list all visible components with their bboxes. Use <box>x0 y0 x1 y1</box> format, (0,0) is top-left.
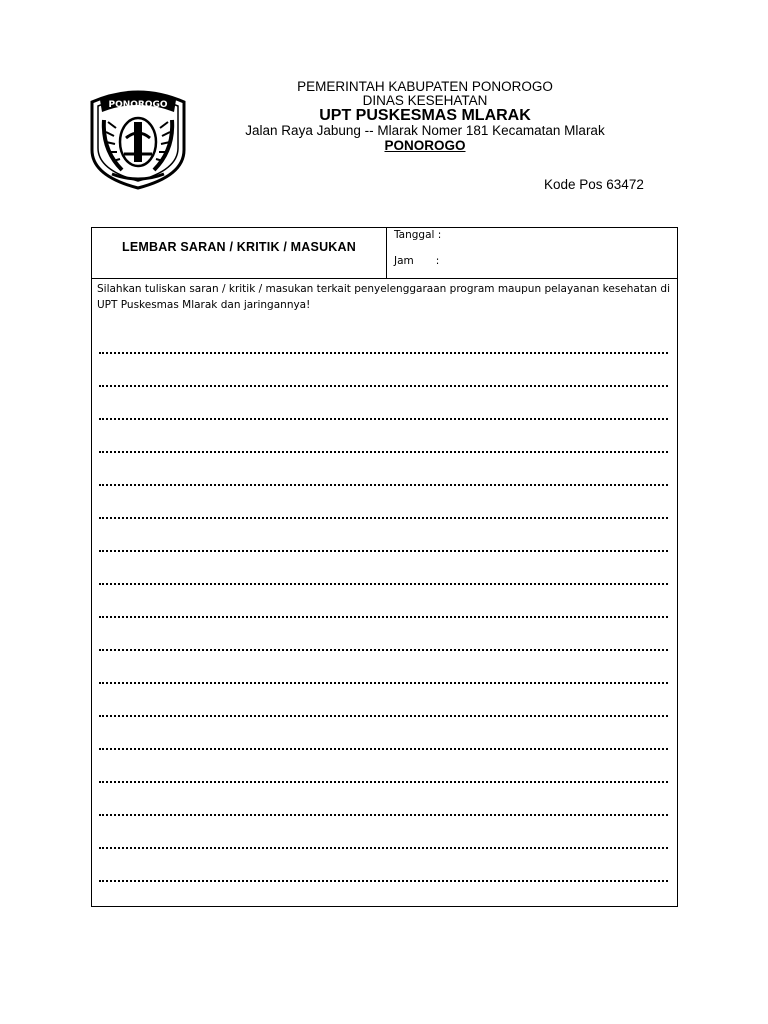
form-title: LEMBAR SARAN / KRITIK / MASUKAN <box>122 240 356 254</box>
time-row <box>394 255 439 267</box>
writing-line[interactable] <box>99 385 668 387</box>
writing-line[interactable] <box>99 781 668 783</box>
time-label: Jam <box>394 255 414 267</box>
time-colon: : <box>435 255 440 267</box>
writing-line[interactable] <box>99 451 668 453</box>
writing-line[interactable] <box>99 814 668 816</box>
writing-line[interactable] <box>99 847 668 849</box>
writing-line[interactable] <box>99 748 668 750</box>
writing-line[interactable] <box>99 418 668 420</box>
ponorogo-emblem-logo <box>82 80 194 192</box>
writing-line[interactable] <box>99 649 668 651</box>
writing-line[interactable] <box>99 715 668 717</box>
form-title-cell <box>92 228 387 279</box>
writing-line[interactable] <box>99 682 668 684</box>
logo-banner-text: PONOROGO <box>108 100 168 110</box>
header-department-line: DINAS KESEHATAN <box>362 93 488 108</box>
writing-line[interactable] <box>99 583 668 585</box>
writing-line[interactable] <box>99 550 668 552</box>
writing-line[interactable] <box>99 616 668 618</box>
postal-code: Kode Pos 63472 <box>544 177 644 192</box>
writing-line[interactable] <box>99 517 668 519</box>
feedback-form <box>91 227 678 907</box>
writing-line[interactable] <box>99 880 668 882</box>
header-city: PONOROGO <box>384 138 466 153</box>
form-instruction: Silahkan tuliskan saran / kritik / masukan terkait penyelenggaraan program maupun pelayanan kesehatan di UPT Puskesmas Mlarak dan jaringannya! <box>97 283 670 311</box>
header-address: Jalan Raya Jabung -- Mlarak Nomer 181 Kecamatan Mlarak <box>245 123 605 138</box>
header-government-line: PEMERINTAH KABUPATEN PONOROGO <box>297 79 553 94</box>
date-time-cell <box>387 228 677 279</box>
writing-line[interactable] <box>99 352 668 354</box>
header-institution-name: UPT PUSKESMAS MLARAK <box>319 107 531 124</box>
date-label: Tanggal : <box>394 229 442 241</box>
writing-line[interactable] <box>99 484 668 486</box>
